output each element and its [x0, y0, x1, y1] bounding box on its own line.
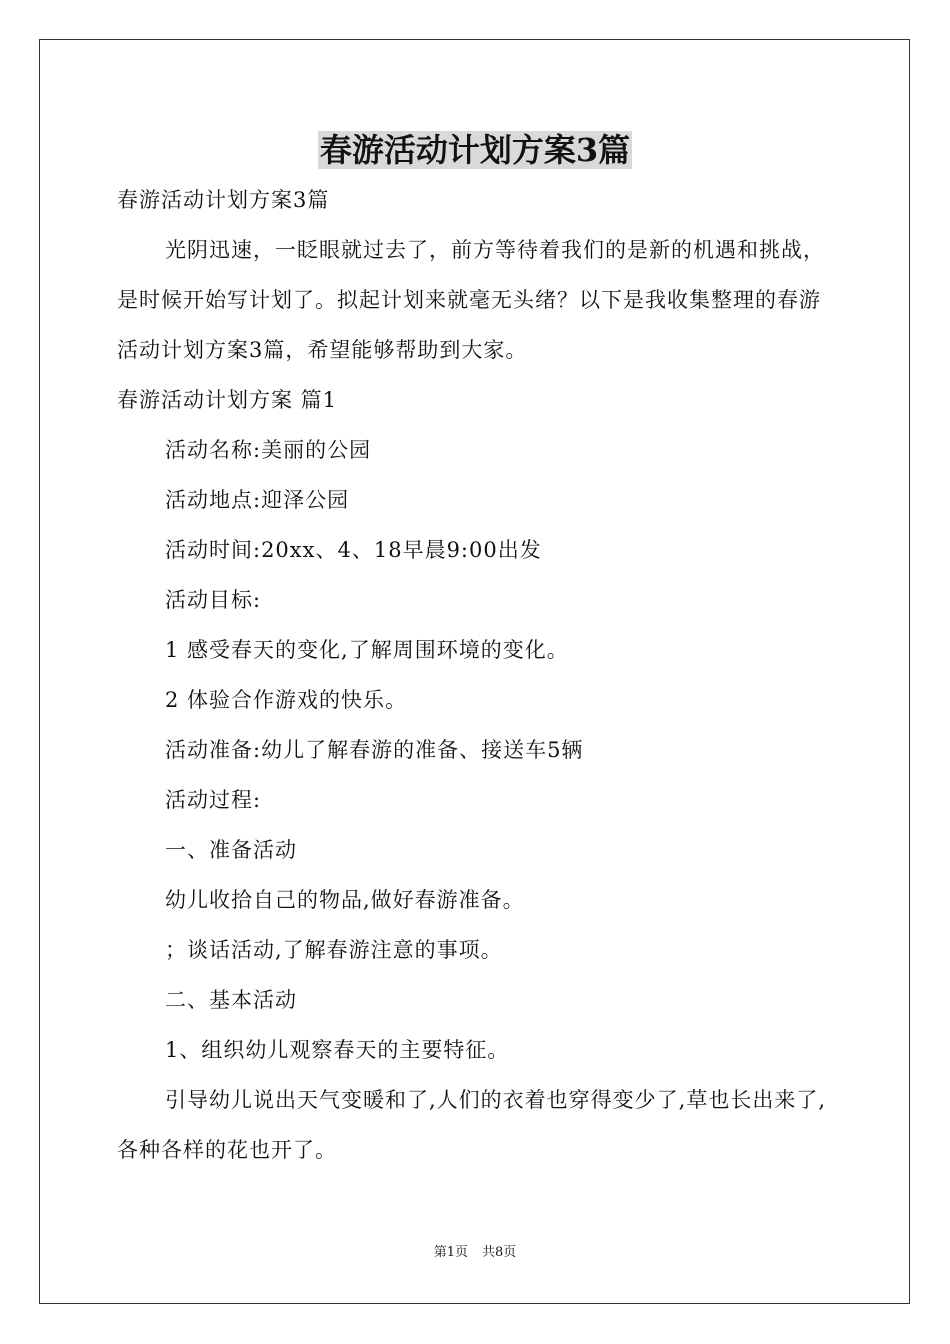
goal-item-2: 2 体验合作游戏的快乐。	[165, 688, 408, 712]
document-title-text: 春游活动计划方案3篇	[319, 131, 631, 169]
page-number: 第1页	[433, 1245, 468, 1260]
activity-time-line: 活动时间:20xx、4、18早晨9:00出发	[165, 538, 542, 562]
step-two-heading: 二、基本活动	[165, 988, 297, 1012]
document-title	[0, 128, 950, 172]
activity-preparation-line: 活动准备:幼儿了解春游的准备、接送车5辆	[165, 738, 584, 762]
activity-goals-heading: 活动目标:	[165, 588, 262, 612]
step-one-item-2: ；谈话活动,了解春游注意的事项。	[165, 938, 503, 962]
document-body	[117, 175, 833, 1175]
closing-paragraph: 引导幼儿说出天气变暖和了,人们的衣着也穿得变少了,草也长出来了,各种各样的花也开了。	[117, 1088, 827, 1162]
section-heading: 春游活动计划方案 篇1	[117, 388, 338, 412]
goal-item-1: 1 感受春天的变化,了解周围环境的变化。	[165, 638, 569, 662]
page-footer	[0, 1244, 950, 1262]
document-subtitle: 春游活动计划方案3篇	[117, 188, 330, 212]
activity-process-heading: 活动过程:	[165, 788, 262, 812]
page-total: 共8页	[482, 1245, 517, 1260]
step-two-item-1: 1、组织幼儿观察春天的主要特征。	[165, 1038, 510, 1062]
step-one-item-1: 幼儿收拾自己的物品,做好春游准备。	[165, 888, 525, 912]
step-one-heading: 一、准备活动	[165, 838, 297, 862]
intro-paragraph: 光阴迅速，一眨眼就过去了，前方等待着我们的是新的机遇和挑战，是时候开始写计划了。拟起计划来就毫无头绪？以下是我收集整理的春游活动计划方案3篇，希望能够帮助到大家。	[117, 238, 825, 362]
activity-name-line: 活动名称:美丽的公园	[165, 438, 372, 462]
activity-location-line: 活动地点:迎泽公园	[165, 488, 350, 512]
